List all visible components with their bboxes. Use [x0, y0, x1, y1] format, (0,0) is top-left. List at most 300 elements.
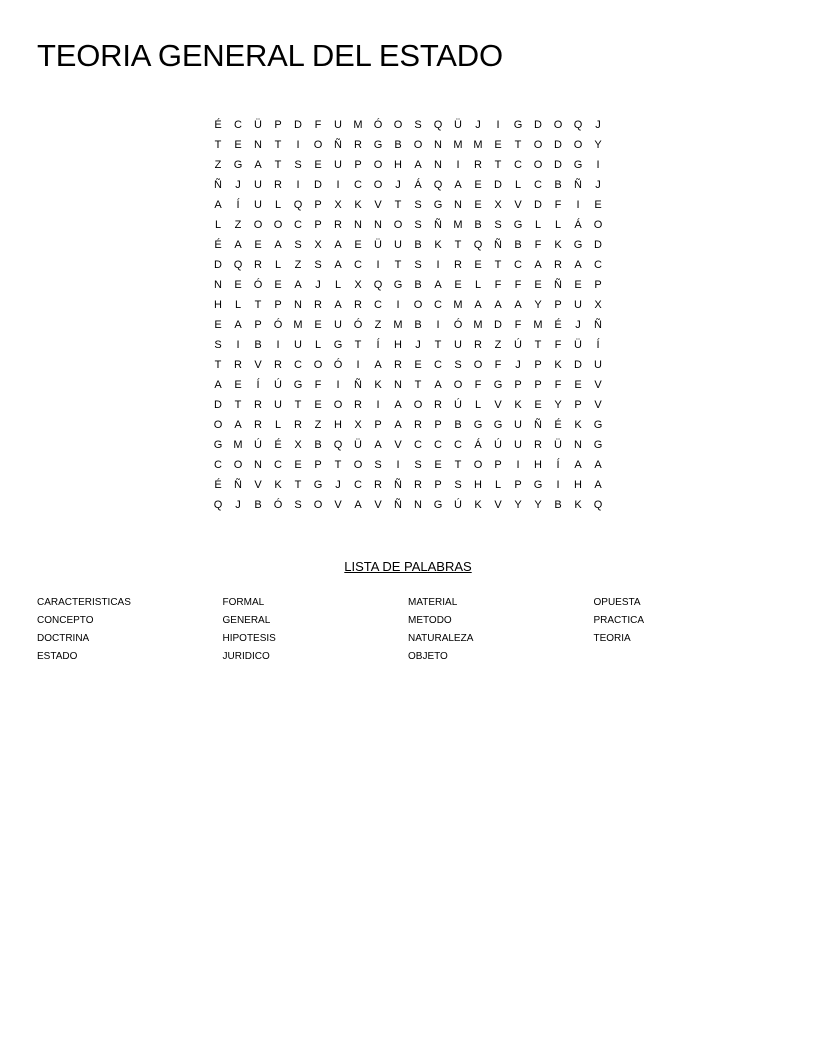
grid-letter: Á: [574, 219, 582, 231]
grid-letter: Ñ: [574, 179, 582, 191]
grid-letter: Y: [554, 399, 562, 411]
grid-letter: N: [374, 219, 382, 231]
grid-letter: R: [434, 399, 442, 411]
grid-letter: H: [394, 339, 402, 351]
grid-letter: G: [313, 479, 323, 491]
grid-letter: S: [294, 159, 302, 171]
grid-letter: L: [534, 219, 542, 231]
grid-letter: I: [296, 139, 300, 151]
grid-letter: A: [574, 259, 582, 271]
grid-letter: P: [314, 199, 322, 211]
grid-letter: I: [456, 159, 460, 171]
grid-letter: B: [254, 499, 262, 511]
grid-letter: T: [494, 259, 502, 271]
grid-letter: O: [533, 159, 543, 171]
grid-letter: K: [354, 199, 362, 211]
grid-letter: A: [234, 319, 242, 331]
grid-letter: K: [574, 419, 582, 431]
word-list-item: ESTADO: [37, 651, 78, 662]
grid-letter: C: [434, 299, 442, 311]
grid-letter: Ú: [274, 379, 282, 391]
grid-letter: A: [374, 439, 382, 451]
grid-letter: P: [434, 419, 442, 431]
grid-letter: S: [494, 219, 502, 231]
grid-letter: E: [474, 259, 482, 271]
grid-letter: P: [514, 479, 522, 491]
grid-letter: C: [594, 259, 602, 271]
grid-letter: É: [554, 319, 562, 331]
grid-letter: V: [254, 479, 262, 491]
grid-letter: N: [574, 439, 582, 451]
grid-letter: D: [554, 159, 562, 171]
grid-letter: L: [474, 279, 482, 291]
grid-letter: Ñ: [434, 219, 442, 231]
grid-letter: O: [573, 139, 583, 151]
grid-letter: D: [554, 139, 562, 151]
grid-letter: R: [274, 179, 282, 191]
grid-letter: G: [373, 139, 383, 151]
grid-letter: A: [374, 359, 382, 371]
grid-letter: T: [234, 399, 242, 411]
grid-letter: T: [254, 299, 262, 311]
grid-letter: R: [314, 299, 322, 311]
grid-letter: C: [514, 159, 522, 171]
grid-letter: I: [276, 339, 280, 351]
grid-letter: K: [554, 239, 562, 251]
grid-letter: S: [374, 459, 382, 471]
grid-letter: T: [454, 459, 462, 471]
grid-letter: X: [314, 239, 322, 251]
grid-letter: A: [234, 239, 242, 251]
grid-letter: A: [534, 259, 542, 271]
grid-letter: Q: [433, 179, 443, 191]
grid-letter: E: [474, 199, 482, 211]
grid-letter: É: [554, 419, 562, 431]
grid-letter: U: [514, 419, 522, 431]
grid-letter: Ú: [514, 339, 522, 351]
grid-letter: Ü: [574, 339, 582, 351]
grid-letter: G: [593, 419, 603, 431]
grid-letter: J: [315, 279, 321, 291]
grid-letter: R: [414, 479, 422, 491]
grid-letter: Ú: [494, 439, 502, 451]
grid-letter: K: [374, 379, 382, 391]
grid-letter: Ñ: [554, 279, 562, 291]
grid-letter: J: [235, 499, 241, 511]
grid-letter: Ñ: [234, 479, 242, 491]
grid-letter: N: [254, 139, 262, 151]
grid-letter: B: [394, 139, 402, 151]
grid-letter: Ñ: [394, 479, 402, 491]
grid-letter: Ñ: [394, 499, 402, 511]
grid-letter: V: [394, 439, 402, 451]
grid-letter: X: [354, 279, 362, 291]
grid-letter: E: [574, 379, 582, 391]
grid-letter: S: [414, 199, 422, 211]
grid-letter: O: [333, 399, 343, 411]
grid-letter: G: [433, 499, 443, 511]
grid-letter: S: [454, 359, 462, 371]
word-list-item: PRACTICA: [593, 615, 645, 626]
grid-letter: J: [395, 179, 401, 191]
grid-letter: O: [313, 139, 323, 151]
grid-letter: Q: [593, 499, 603, 511]
grid-letter: L: [554, 219, 562, 231]
word-list-item: CONCEPTO: [37, 615, 94, 626]
grid-letter: I: [556, 479, 560, 491]
grid-letter: O: [373, 159, 383, 171]
word-list-column: [408, 594, 594, 666]
grid-letter: R: [474, 159, 482, 171]
grid-letter: K: [274, 479, 282, 491]
grid-letter: I: [576, 199, 580, 211]
grid-letter: R: [354, 299, 362, 311]
grid-letter: A: [494, 299, 502, 311]
grid-letter: R: [254, 259, 262, 271]
word-list-item: OPUESTA: [593, 597, 641, 608]
grid-letter: U: [254, 179, 262, 191]
grid-letter: O: [353, 459, 363, 471]
grid-letter: U: [334, 119, 342, 131]
grid-letter: G: [393, 279, 403, 291]
grid-letter: I: [396, 459, 400, 471]
grid-letter: D: [594, 239, 602, 251]
grid-letter: G: [433, 199, 443, 211]
grid-letter: É: [274, 439, 282, 451]
grid-letter: A: [394, 399, 402, 411]
grid-letter: P: [254, 319, 262, 331]
grid-letter: U: [334, 159, 342, 171]
grid-letter: E: [294, 459, 302, 471]
grid-letter: Z: [294, 259, 302, 271]
grid-letter: N: [214, 279, 222, 291]
grid-letter: A: [574, 459, 582, 471]
grid-letter: M: [473, 139, 483, 151]
grid-letter: Y: [534, 499, 542, 511]
grid-letter: M: [453, 219, 463, 231]
grid-letter: T: [274, 159, 282, 171]
grid-letter: V: [374, 499, 382, 511]
grid-letter: L: [514, 179, 522, 191]
grid-letter: V: [494, 399, 502, 411]
grid-letter: F: [474, 379, 482, 391]
grid-letter: A: [594, 459, 602, 471]
grid-letter: Ñ: [354, 379, 362, 391]
grid-letter: E: [234, 279, 242, 291]
word-list-column: [223, 594, 409, 666]
grid-letter: Ó: [453, 319, 463, 331]
grid-letter: D: [294, 119, 302, 131]
grid-letter: A: [434, 379, 442, 391]
grid-letter: F: [554, 339, 562, 351]
grid-letter: R: [354, 399, 362, 411]
word-list-column: [594, 594, 780, 666]
grid-letter: T: [354, 339, 362, 351]
grid-letter: O: [533, 139, 543, 151]
grid-letter: P: [594, 279, 602, 291]
grid-letter: O: [413, 139, 423, 151]
grid-letter: Ó: [333, 359, 343, 371]
grid-letter: B: [414, 279, 422, 291]
grid-letter: A: [414, 159, 422, 171]
grid-letter: Ñ: [534, 419, 542, 431]
grid-letter: M: [353, 119, 363, 131]
grid-letter: Ó: [373, 119, 383, 131]
grid-letter: A: [334, 299, 342, 311]
grid-letter: O: [253, 219, 263, 231]
grid-letter: D: [314, 179, 322, 191]
grid-letter: N: [414, 499, 422, 511]
grid-letter: C: [414, 439, 422, 451]
grid-letter: X: [494, 199, 502, 211]
grid-letter: R: [254, 419, 262, 431]
word-list-column: [37, 594, 223, 666]
grid-letter: E: [414, 359, 422, 371]
grid-letter: G: [213, 439, 223, 451]
grid-letter: F: [534, 239, 542, 251]
grid-letter: I: [356, 359, 360, 371]
grid-letter: E: [234, 139, 242, 151]
word-list: [37, 594, 779, 666]
grid-letter: K: [474, 499, 482, 511]
grid-letter: C: [374, 299, 382, 311]
grid-letter: T: [434, 339, 442, 351]
grid-letter: R: [454, 259, 462, 271]
grid-letter: E: [494, 139, 502, 151]
grid-letter: J: [335, 479, 341, 491]
word-list-item: DOCTRINA: [37, 633, 90, 644]
grid-letter: A: [594, 479, 602, 491]
grid-letter: F: [554, 379, 562, 391]
grid-letter: B: [514, 239, 522, 251]
grid-letter: K: [434, 239, 442, 251]
grid-letter: N: [454, 199, 462, 211]
grid-letter: O: [453, 379, 463, 391]
grid-letter: B: [554, 499, 562, 511]
word-list-item: HIPOTESIS: [222, 633, 276, 644]
grid-letter: E: [534, 399, 542, 411]
grid-letter: P: [354, 159, 362, 171]
grid-letter: C: [434, 439, 442, 451]
grid-letter: Y: [534, 299, 542, 311]
grid-letter: G: [533, 479, 543, 491]
grid-letter: U: [334, 319, 342, 331]
grid-letter: Ü: [354, 439, 362, 451]
grid-letter: É: [214, 479, 222, 491]
word-list-item: CARACTERISTICAS: [37, 597, 131, 608]
grid-letter: C: [454, 439, 462, 451]
grid-letter: O: [593, 219, 603, 231]
grid-letter: Ñ: [334, 139, 342, 151]
grid-letter: C: [294, 359, 302, 371]
grid-letter: E: [234, 379, 242, 391]
grid-letter: Ó: [273, 499, 283, 511]
grid-letter: K: [574, 499, 582, 511]
grid-letter: P: [574, 399, 582, 411]
grid-letter: V: [334, 499, 342, 511]
grid-letter: F: [494, 359, 502, 371]
grid-letter: A: [294, 279, 302, 291]
grid-letter: P: [314, 219, 322, 231]
grid-letter: R: [414, 419, 422, 431]
grid-letter: C: [354, 179, 362, 191]
grid-letter: X: [354, 419, 362, 431]
grid-letter: H: [574, 479, 582, 491]
grid-letter: B: [554, 179, 562, 191]
grid-letter: Z: [314, 419, 322, 431]
grid-letter: Í: [376, 339, 380, 351]
grid-letter: Q: [433, 119, 443, 131]
grid-letter: G: [573, 159, 583, 171]
grid-letter: N: [394, 379, 402, 391]
grid-letter: O: [393, 119, 403, 131]
grid-letter: L: [274, 259, 282, 271]
grid-letter: I: [436, 259, 440, 271]
grid-letter: M: [393, 319, 403, 331]
grid-letter: P: [434, 479, 442, 491]
grid-letter: G: [513, 119, 523, 131]
grid-letter: A: [274, 239, 282, 251]
grid-letter: H: [214, 299, 222, 311]
grid-letter: I: [396, 299, 400, 311]
grid-letter: L: [334, 279, 342, 291]
grid-letter: Á: [414, 179, 422, 191]
grid-letter: R: [334, 219, 342, 231]
grid-letter: I: [496, 119, 500, 131]
grid-letter: M: [533, 319, 543, 331]
grid-letter: I: [436, 319, 440, 331]
grid-letter: P: [274, 299, 282, 311]
grid-letter: T: [414, 379, 422, 391]
grid-letter: U: [574, 299, 582, 311]
grid-letter: D: [494, 319, 502, 331]
grid-letter: C: [234, 119, 242, 131]
grid-letter: L: [274, 419, 282, 431]
word-list-item: JURIDICO: [222, 651, 270, 662]
grid-letter: C: [514, 259, 522, 271]
grid-letter: G: [573, 239, 583, 251]
grid-letter: Z: [494, 339, 502, 351]
grid-letter: G: [233, 159, 243, 171]
grid-letter: R: [554, 259, 562, 271]
grid-letter: J: [515, 359, 521, 371]
grid-letter: A: [214, 379, 222, 391]
grid-letter: D: [214, 399, 222, 411]
grid-letter: P: [374, 419, 382, 431]
grid-letter: Z: [374, 319, 382, 331]
page-title: TEORIA GENERAL DEL ESTADO: [37, 38, 503, 73]
grid-letter: A: [334, 239, 342, 251]
grid-letter: F: [494, 279, 502, 291]
grid-letter: Í: [236, 199, 240, 211]
grid-letter: E: [354, 239, 362, 251]
grid-letter: R: [354, 139, 362, 151]
grid-letter: U: [294, 339, 302, 351]
word-list-item: NATURALEZA: [408, 633, 474, 644]
grid-letter: U: [454, 339, 462, 351]
word-list-item: MATERIAL: [408, 597, 458, 608]
grid-letter: C: [534, 179, 542, 191]
grid-letter: T: [494, 159, 502, 171]
grid-letter: L: [274, 199, 282, 211]
grid-letter: C: [354, 259, 362, 271]
grid-letter: D: [214, 259, 222, 271]
grid-letter: O: [273, 219, 283, 231]
grid-letter: H: [334, 419, 342, 431]
grid-letter: V: [514, 199, 522, 211]
grid-letter: D: [574, 359, 582, 371]
grid-letter: O: [413, 399, 423, 411]
word-list-item: OBJETO: [408, 651, 448, 662]
grid-letter: Q: [293, 199, 303, 211]
grid-letter: V: [254, 359, 262, 371]
grid-letter: L: [214, 219, 222, 231]
grid-letter: É: [214, 239, 222, 251]
grid-letter: M: [293, 319, 303, 331]
grid-letter: Ú: [454, 399, 462, 411]
grid-letter: B: [254, 339, 262, 351]
grid-letter: O: [473, 459, 483, 471]
grid-letter: N: [294, 299, 302, 311]
grid-letter: L: [234, 299, 242, 311]
grid-letter: Ü: [554, 439, 562, 451]
grid-letter: S: [414, 459, 422, 471]
grid-letter: H: [394, 159, 402, 171]
grid-letter: Z: [214, 159, 222, 171]
grid-letter: T: [514, 139, 522, 151]
grid-letter: O: [553, 119, 563, 131]
grid-letter: I: [336, 179, 340, 191]
grid-letter: A: [394, 419, 402, 431]
grid-letter: R: [294, 419, 302, 431]
grid-letter: O: [233, 459, 243, 471]
grid-letter: F: [314, 119, 322, 131]
grid-letter: Y: [514, 499, 522, 511]
grid-letter: T: [394, 199, 402, 211]
grid-letter: T: [534, 339, 542, 351]
grid-letter: Í: [556, 459, 560, 471]
word-list-heading: LISTA DE PALABRAS: [344, 559, 472, 574]
grid-letter: D: [534, 119, 542, 131]
grid-letter: G: [513, 219, 523, 231]
grid-letter: C: [294, 219, 302, 231]
grid-letter: P: [274, 119, 282, 131]
grid-letter: I: [296, 179, 300, 191]
grid-letter: E: [574, 279, 582, 291]
word-list-item: GENERAL: [222, 615, 271, 626]
grid-letter: S: [294, 239, 302, 251]
grid-letter: V: [494, 499, 502, 511]
grid-letter: I: [516, 459, 520, 471]
grid-letter: U: [274, 399, 282, 411]
grid-letter: P: [554, 299, 562, 311]
grid-letter: V: [594, 399, 602, 411]
grid-letter: G: [493, 379, 503, 391]
grid-letter: A: [234, 419, 242, 431]
grid-letter: T: [294, 399, 302, 411]
grid-letter: C: [434, 359, 442, 371]
grid-letter: U: [594, 359, 602, 371]
grid-letter: U: [254, 199, 262, 211]
grid-letter: Á: [474, 439, 482, 451]
grid-letter: C: [274, 459, 282, 471]
grid-letter: E: [434, 459, 442, 471]
grid-letter: C: [214, 459, 222, 471]
grid-letter: O: [213, 419, 223, 431]
grid-letter: I: [376, 399, 380, 411]
grid-letter: I: [236, 339, 240, 351]
grid-letter: R: [534, 439, 542, 451]
